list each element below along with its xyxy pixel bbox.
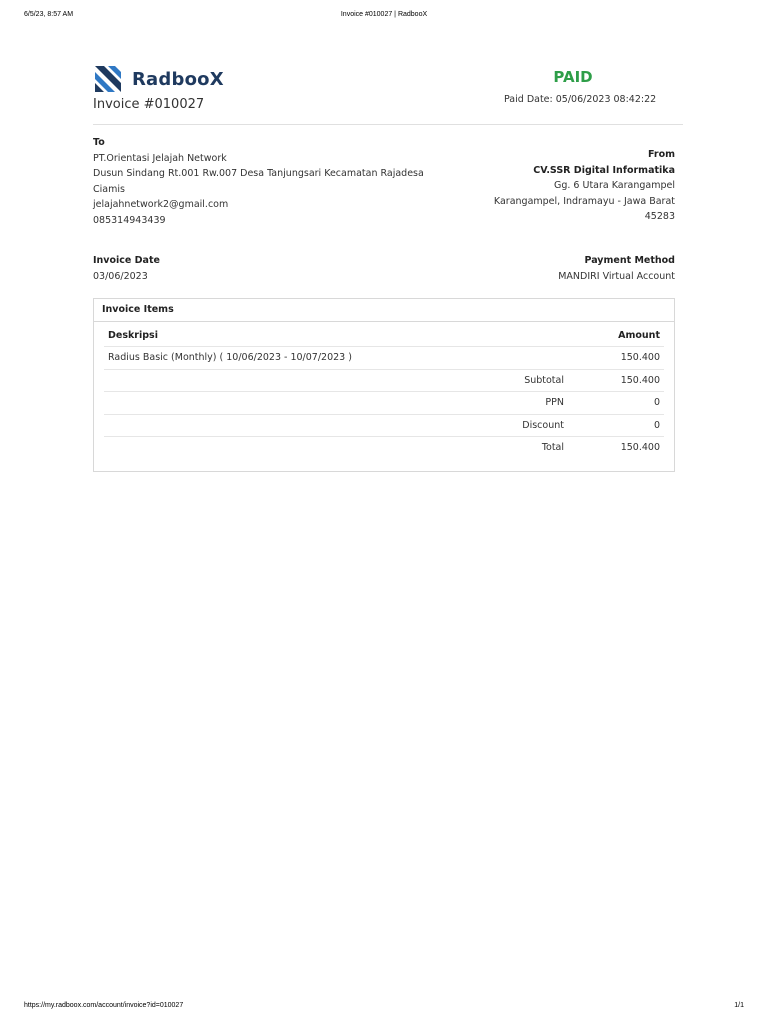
paid-status-badge: PAID xyxy=(553,68,593,86)
table-header-row xyxy=(104,325,664,347)
invoice-items-panel xyxy=(93,298,675,472)
print-page: 1/1 xyxy=(734,1002,744,1009)
header-divider xyxy=(93,124,683,125)
table-row xyxy=(104,347,664,370)
print-title: Invoice #010027 | RadbooX xyxy=(340,11,428,18)
total-value: 150.400 xyxy=(620,442,660,454)
to-email: jelajahnetwork2@gmail.com xyxy=(93,199,229,210)
payment-method-value: MANDIRI Virtual Account xyxy=(558,271,675,282)
to-address-line2: Ciamis xyxy=(93,183,125,195)
discount-value: 0 xyxy=(568,414,664,437)
subtotal-value: 150.400 xyxy=(568,369,664,392)
to-address-line1: Dusun Sindang Rt.001 Rw.007 Desa Tanjungsari Kecamatan Rajadesa xyxy=(93,168,424,179)
from-address-line1: Gg. 6 Utara Karangampel xyxy=(554,180,675,191)
col-amount-header: Amount xyxy=(568,325,664,347)
col-desc-header: Deskripsi xyxy=(104,325,464,347)
discount-row xyxy=(104,414,664,437)
col-spacer xyxy=(464,325,568,347)
from-label: From xyxy=(648,149,675,160)
total-row xyxy=(104,437,664,459)
invoice-number: Invoice #010027 xyxy=(93,97,205,112)
invoice-date xyxy=(93,253,160,285)
payment-method-label: Payment Method xyxy=(584,255,675,266)
to-phone: 085314943439 xyxy=(93,214,166,226)
bill-from xyxy=(494,147,675,225)
ppn-value: 0 xyxy=(568,392,664,415)
from-address-line2: Karangampel, Indramayu - Jawa Barat xyxy=(493,195,675,207)
from-company: CV.SSR Digital Informatika xyxy=(533,164,675,176)
bill-to xyxy=(93,135,424,228)
paid-date: Paid Date: 05/06/2023 08:42:22 xyxy=(504,94,657,105)
to-label: To xyxy=(93,137,105,148)
invoice-date-value: 03/06/2023 xyxy=(93,271,148,282)
total-label: Total xyxy=(541,442,564,454)
ppn-row xyxy=(104,392,664,415)
print-datetime: 6/5/23, 8:57 AM xyxy=(24,11,74,18)
discount-label: Discount xyxy=(464,414,568,437)
from-postal: 45283 xyxy=(644,211,675,222)
payment-method xyxy=(558,253,675,285)
subtotal-row xyxy=(104,369,664,392)
item-desc: Radius Basic (Monthly) ( 10/06/2023 - 10/07/2023 ) xyxy=(104,347,464,370)
invoice-items-table xyxy=(104,325,664,459)
subtotal-label: Subtotal xyxy=(464,369,568,392)
ppn-label: PPN xyxy=(464,392,568,415)
brand-name: RadbooX xyxy=(132,69,224,90)
item-amount: 150.400 xyxy=(568,347,664,370)
invoice-items-heading: Invoice Items xyxy=(94,299,674,322)
print-url: https://my.radboox.com/account/invoice?id=010027 xyxy=(24,1002,184,1009)
to-name: PT.Orientasi Jelajah Network xyxy=(93,152,227,164)
radboox-logo-icon xyxy=(95,66,121,92)
invoice-date-label: Invoice Date xyxy=(93,255,160,266)
